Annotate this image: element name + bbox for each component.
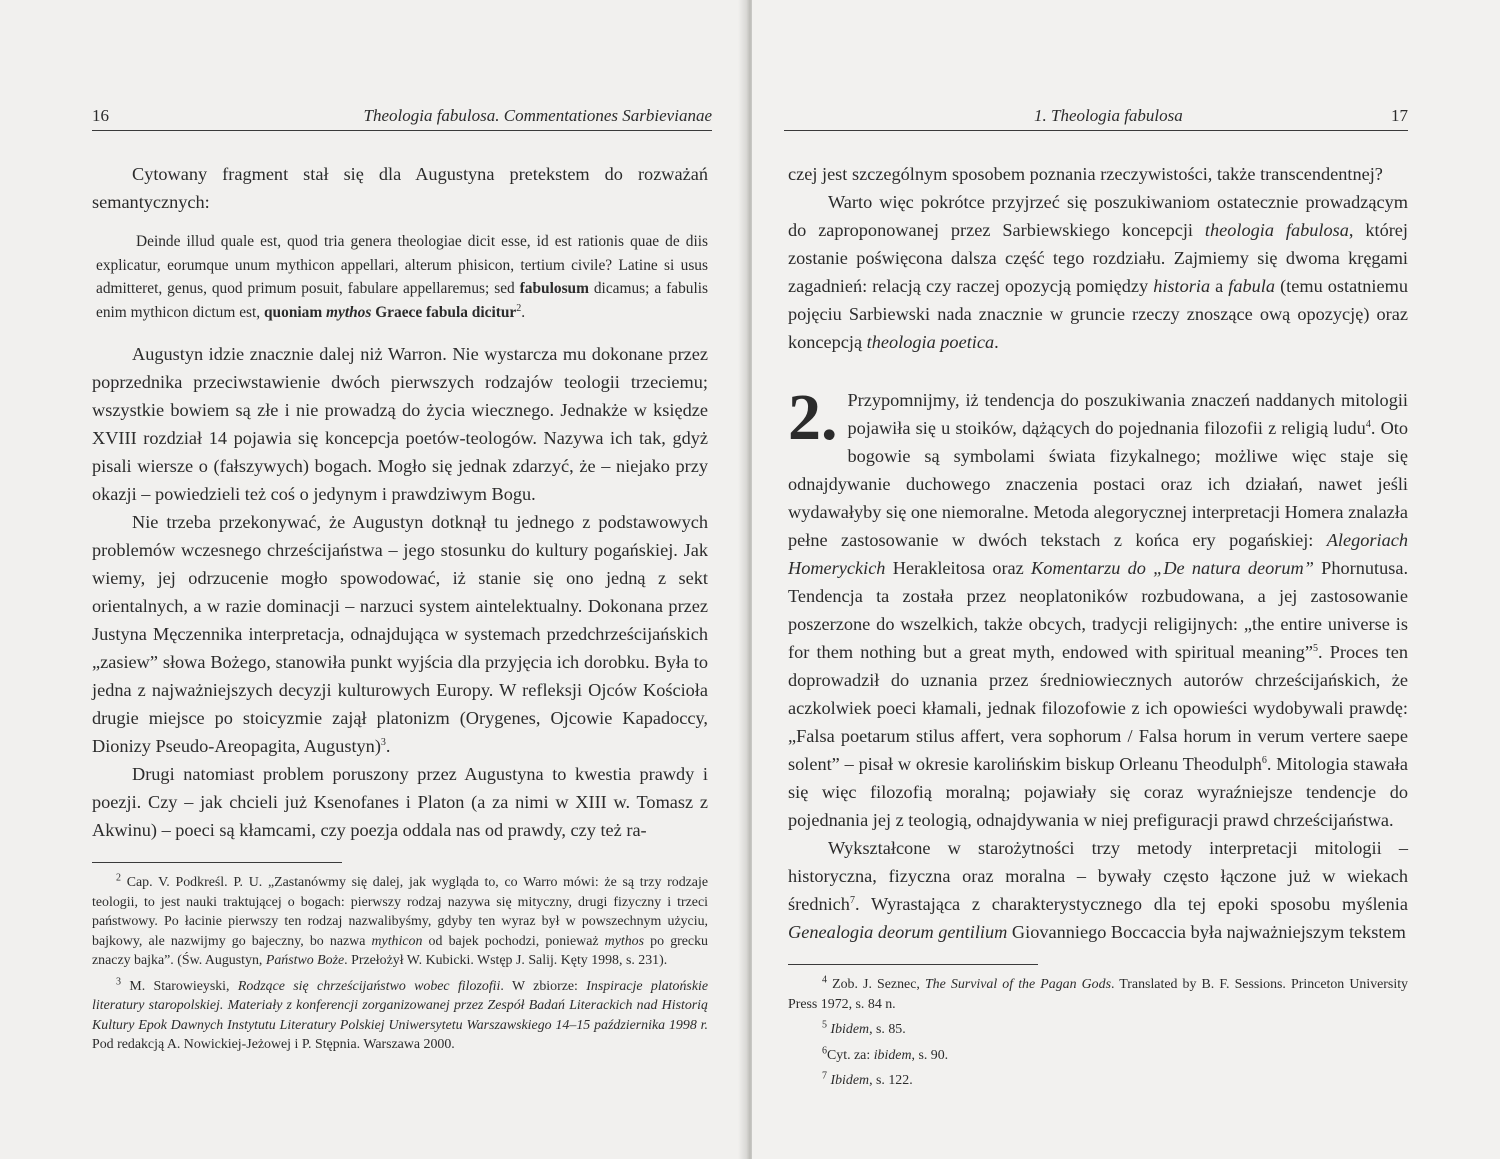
paragraph [788,188,1408,356]
left-page [0,0,748,1159]
block-quote [92,230,708,324]
text-italic: Ibidem [830,1073,870,1088]
text-span: , s. 85. [869,1022,906,1037]
text-span: Giovanniego Boccaccia była najważniejszym tekstem [1007,922,1406,942]
right-text-block [788,160,1408,1091]
text-span: . W zbiorze: [500,978,587,994]
footnote-ref: 7 [849,894,855,906]
quote-bold-italic: mythos [326,303,372,321]
text-span: . [994,332,999,352]
footnote-rule [92,862,342,863]
text-italic: Rodzące się chrześcijaństwo wobec filozofii [237,978,501,994]
running-head-right [784,106,1408,131]
quote-bold: Graece fabula dicitur [371,303,517,321]
quote-bold: fabulosum [519,280,589,297]
text-span: a [1210,276,1229,296]
text-italic: Inspiracje platońskie literatury staropolskiej. Materiały z konferencji zorganizowanej przez Zespół Badań Literackich nad Historią Kultury Epok Dawnych Instytutu Literatury Polskiej Uniwersytetu Warszawskiego 14–15 października 1998 r. [92,978,709,1033]
paragraph: Drugi natomiast problem poruszony przez Augustyna to kwestia prawdy i poezji. Czy – jak chcieli już Ksenofanes i Platon (a za nimi w XIII w. Tomasz z Akwinu) – poeci są kłamcami, czy poezja oddala nas od prawdy, czy też ra- [92,764,708,840]
text-italic: Alegoriach Homeryckich [788,530,1408,578]
quote-span: . [521,303,526,321]
quote-text [96,230,708,324]
text-span: . Przełożył W. Kubicki. Wstęp J. Salij. Kęty 1998, s. 231). [344,953,668,968]
text-italic: theologia fabulosa [1204,220,1349,240]
text-span: Pod redakcją A. Nowickiej-Jeżowej i P. Stępnia. Warszawa 2000. [92,1037,455,1052]
text-italic: theologia poetica [866,332,995,352]
text-span: Warto więc pokrótce przyjrzeć się poszukiwaniom ostatecznie prowadzącym do zaproponowanej przez Sarbiewskiego koncepcji [788,192,1408,240]
text-italic: mythicon [371,933,423,949]
footnote-number: 7 [822,1070,827,1082]
text-span: Wykształcone w starożytności trzy metody interpretacji mitologii – historyczna, fizyczna oraz moralna – bywały często łączone już w wiekach średnich [788,838,1408,914]
paragraph: czej jest szczególnym sposobem poznania rzeczywistości, także transcendentnej? [788,164,1383,184]
footnote-number: 4 [822,974,827,986]
text-span: , s. 90. [911,1047,949,1063]
text-italic: historia [1153,276,1211,296]
paragraph [788,834,1408,946]
text-span: . Oto bogowie są symbolami świata fizykalnego; możliwe więc staje się odnajdywanie duchowego znaczenia postaci oraz ich działań, nawet jeśli wydawałyby się one niemoralne. Metoda alegorycznej interpretacji Homera znalazła pełne zastosowanie w dwóch tekstach z końca ery pogańskiej: [788,418,1408,550]
footnote-ref: 4 [1365,418,1371,430]
paragraph: Cytowany fragment stał się dla Augustyna pretekstem do rozważań semantycznych: [92,164,708,212]
text-span: . Wyrastająca z charakterystycznego dla tej epoki sposobu myślenia [854,894,1408,914]
text-span: Cyt. za: [827,1047,874,1063]
footnote-ref: 5 [1313,642,1319,654]
text-span: Przypomnijmy, iż tendencja do poszukiwania znaczeń naddanych mitologii pojawiła się u stoików, dążących do pojednania filozofii z religią ludu [847,390,1408,438]
footnote [788,975,1408,1014]
text-span: , której zostanie poświęcona dalsza część tego rozdziału. Zajmiemy się dwoma kręgami zagadnień: relacją czy raczej opozycją pomiędzy [788,220,1408,296]
text-span: . Mitologia stawała się więc filozofią moralną; pojawiały się coraz wyraźniejsze tendencje do pojednania jej z teologią, odnajdywania w niej prefiguracji prawd chrześcijaństwa. [788,754,1408,830]
footnote-number: 2 [116,872,121,884]
text-span: Phornutusa. Tendencja ta została przez neoplatoników rozbudowana, a jej zastosowanie poszerzone do wszelkich, także obcych, tradycji religijnych: „the entire universe is for them nothing but a great myth, endowed with spiritual meaning” [788,558,1409,662]
running-title: Theologia fabulosa. Commentationes Sarbievianae [363,106,712,125]
text-italic: The Survival of the Pagan Gods [924,977,1111,992]
text-span: . Translated by B. F. Sessions. Princeton University Press 1972, s. 84 n. [788,977,1408,1012]
paragraph [92,508,708,760]
text-span: od bajek pochodzi, ponieważ [422,933,605,949]
text-italic: Komentarzu do „De natura deorum” [1031,558,1314,578]
running-head-left [92,106,712,131]
footnote [92,873,708,971]
text-span: Nie trzeba przekonywać, że Augustyn dotknął tu jednego z podstawowych problemów wczesnego chrześcijaństwa – jego stosunku do kultury pogańskiej. Jak wiemy, jej odrzucenie mogło spowodować, iż stanie się ono jedną z sekt orientalnych, a w razie dominacji – narzuci system aintelektualny. Dokonana przez Justyna Męczennika interpretacja, odnajdująca w systemach przedchrześcijańskich „zasiew” słowa Bożego, stanowiła punkt wyjścia dla przyjęcia ich dorobku. Była to jedna z najważniejszych decyzji kulturowych Europy. W refleksji Ojców Kościoła drugie miejsce po stoicyzmie zajął platonizm (Orygenes, Ojcowie Kapadoccy, Dionizy Pseudo-Areopagita, Augustyn) [92,512,708,756]
footnote [788,1071,1408,1091]
footnote-rule [788,964,1038,965]
quote-span: dicamus; a fabulis enim mythicon dictum est, [96,280,709,321]
footnote-ref: 3 [380,736,386,748]
footnote-number: 5 [822,1019,827,1031]
text-span: (temu ostatniemu pojęciu Sarbiewski nada znacznie w gruncie rzeczy znoszące ową opozycję) oraz koncepcją [788,276,1408,352]
quote-bold: quoniam [264,303,327,321]
footnote-number: 6 [822,1044,827,1056]
text-italic: Państwo Boże [265,953,345,968]
text-italic: ibidem [873,1047,912,1063]
text-italic: Genealogia deorum gentilium [788,922,1008,942]
text-span: Zob. J. Seznec, [827,977,925,992]
quote-span: Deinde illud quale est, quod tria genera theologiae dicit esse, id est rationis quae de diis explicatur, eorumque unum mythicon appellari, alterum phisicon, tertium civile? Latine si usus admitteret, genus, quod primum posuit, fabulare appellaremus; sed [96,233,708,297]
text-span: Cap. V. Podkreśl. P. U. „Zastanówmy się dalej, jak wygląda to, co Warro mówi: że są trzy rodzaje teologii, to jest nauki traktującej o bogach: pierwszy rodzaj nazywa się mityczny, drugi fizyczny i trzeci państwowy. Po łacinie pierwszy ten rodzaj nazwalibyśmy, gdyby ten wyraz był w powszechnym użyciu, bajkowy, ale nazwijmy go bajeczny, bo nazwa [92,875,708,949]
footnote-ref: 2 [516,302,522,314]
text-italic: Ibidem [830,1022,870,1037]
section-number: 2. [788,381,838,454]
footnotes [92,873,708,1055]
right-page [752,0,1500,1159]
footnote-ref: 6 [1261,754,1267,766]
text-span: po grecku znaczy bajka”. (Św. Augustyn, [92,933,708,968]
left-text-block [92,160,708,1055]
text-span: . [385,736,391,756]
footnote-number: 3 [116,975,121,987]
text-span: M. Starowieyski, [121,978,238,994]
section-paragraph [788,381,1409,834]
footnote [788,1046,1408,1066]
running-title: 1. Theologia fabulosa [1034,106,1183,125]
text-span: . Proces ten doprowadził do uznania przez średniowiecznych autorów chrześcijańskich, że aczkolwiek poeci kłamali, jednak filozofowie z ich opowieści wydobywali prawdę: „Falsa poetarum stilus affert, vera sophorum / Falsa horum in verum vertere saepe solent” – pisał w okresie karolińskim biskup Orleanu Theodulph [788,642,1408,774]
text-italic: fabula [1228,276,1276,296]
footnotes [788,975,1408,1091]
paragraph: Augustyn idzie znacznie dalej niż Warron. Nie wystarcza mu dokonane przez poprzednika przeciwstawienie dwóch pierwszych rodzajów teologii trzeciemu; wszystkie bowiem są złe i nie prowadzą do życia wiecznego. Jednakże w księdze XVIII rozdział 14 pojawia się koncepcja poetów-teologów. Nazywa ich tak, gdyż pisali wiersze o (fałszywych) bogach. Mogło się jednak zdarzyć, że – niejako przy okazji – powiedzieli też coś o jedynym i prawdziwym Bogu. [92,344,708,504]
page-number: 17 [1391,106,1408,125]
footnote [92,977,708,1055]
page-number: 16 [92,106,109,125]
text-span: , s. 122. [869,1073,913,1088]
text-span: Herakleitosa oraz [885,558,1032,578]
text-italic: mythos [604,933,645,949]
footnote [788,1020,1408,1040]
